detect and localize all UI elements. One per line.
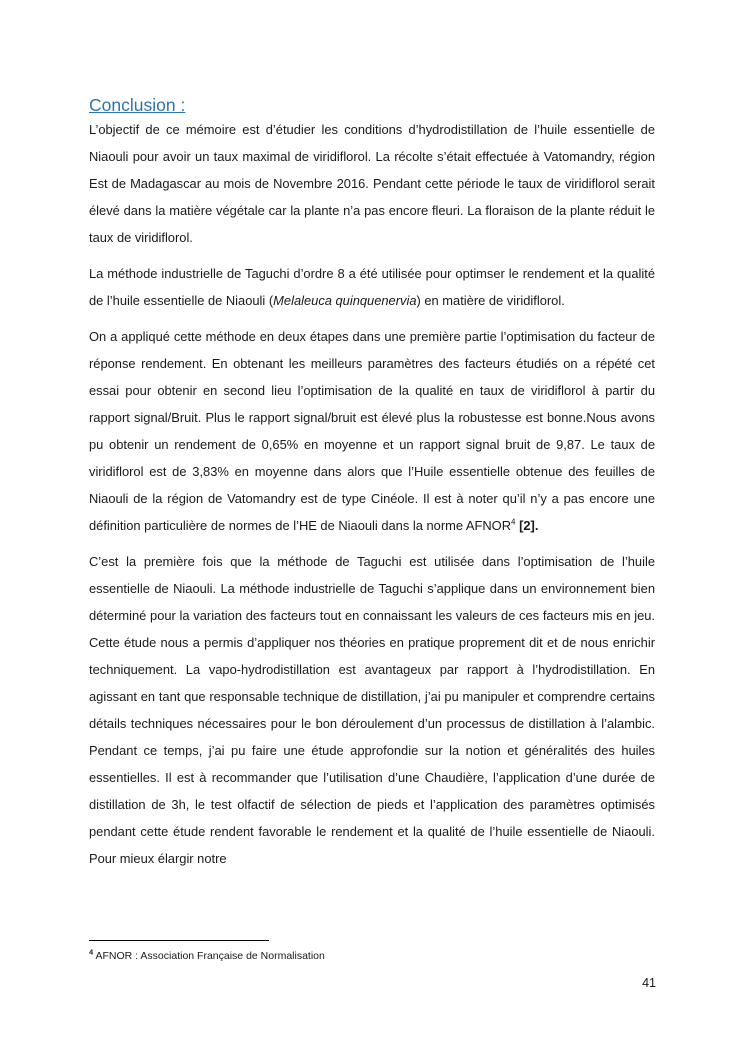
- paragraph-results-text: On a appliqué cette méthode en deux étapes dans une première partie l’optimisation du facteur de réponse rendement. En obtenant les meilleurs paramètres des facteurs étudiés on a répété cet essai pour obtenir en second lieu l’optimisation de la qualité en taux de viridiflorol à partir du rapport signal/Bruit. Plus le rapport signal/bruit est élevé plus la robustesse est bonne.Nous avons pu obtenir un rendement de 0,65% en moyenne et un rapport signal bruit de 9,87. Le taux de viridiflorol est de 3,83% en moyenne dans alors que l’Huile essentielle obtenue des feuilles de Niaouli de la région de Vatomandry est de type Cinéole. Il est à noter qu’il n’y a pas encore une définition particulière de normes de l’HE de Niaouli dans la norme AFNOR: [89, 329, 655, 533]
- footnote-separator: [89, 940, 269, 941]
- paragraph-method: [89, 260, 655, 314]
- footnote-reference: 4: [511, 517, 516, 527]
- paragraph-method-end: ) en matière de viridiflorol.: [416, 293, 565, 308]
- paragraph-method-text: La méthode industrielle de Taguchi d’ordre 8 a été utilisée pour optimser le rendement et la qualité de l’huile essentielle de Niaouli (: [89, 266, 655, 308]
- paragraph-results: [89, 323, 655, 539]
- page-body: [89, 94, 655, 881]
- section-heading: Conclusion :: [89, 95, 186, 115]
- footnote-text: AFNOR : Association Française de Normalisation: [93, 950, 325, 962]
- footnote-mark: 4: [89, 947, 94, 957]
- footnote: [89, 949, 325, 963]
- paragraph-objective: L’objectif de ce mémoire est d’étudier les conditions d’hydrodistillation de l’huile essentielle de Niaouli pour avoir un taux maximal de viridiflorol. La récolte s’était effectuée à Vatomandry, région Est de Madagascar au mois de Novembre 2016. Pendant cette période le taux de viridiflorol serait élevé dans la matière végétale car la plante n’a pas encore fleuri. La floraison de la plante réduit le taux de viridiflorol.: [89, 122, 655, 245]
- citation-reference: [2].: [519, 518, 539, 533]
- paragraph-discussion: C’est la première fois que la méthode de Taguchi est utilisée dans l’optimisation de l’huile essentielle de Niaouli. La méthode industrielle de Taguchi s’applique dans un environnement bien déterminé pour la variation des facteurs tout en connaissant les valeurs de ces facteurs mis en jeu. Cette étude nous a permis d’appliquer nos théories en pratique proprement dit et de nous enrichir techniquement. La vapo-hydrodistillation est avantageux par rapport à l’hydrodistillation. En agissant en tant que responsable technique de distillation, j’ai pu manipuler et comprendre certains détails techniques nécessaires pour le bon déroulement d’un processus de distillation à l’alambic. Pendant ce temps, j’ai pu faire une étude approfondie sur la notion et généralités des huiles essentielles. Il est à recommander que l’utilisation d’une Chaudière, l’application d’une durée de distillation de 3h, le test olfactif de sélection de pieds et l’application des paramètres optimisés pendant cette étude rendent favorable le rendement et la qualité de l’huile essentielle de Niaouli. Pour mieux élargir notre: [89, 554, 655, 866]
- page-number: 41: [642, 976, 656, 990]
- species-name: Melaleuca quinquenervia: [273, 293, 417, 308]
